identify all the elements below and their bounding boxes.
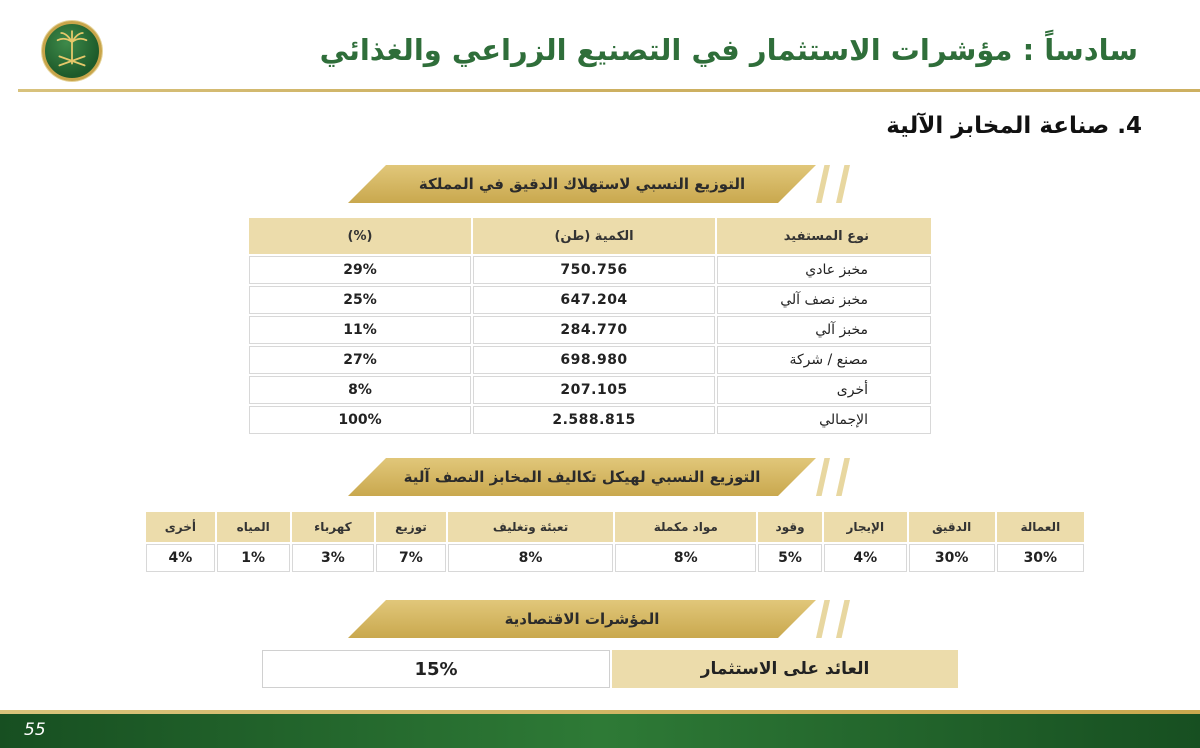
cell-type: مخبز نصف آلي xyxy=(717,286,931,314)
cost-table-banner-label: التوزيع النسبي لهيكل تكاليف المخابز النصف آلية xyxy=(403,468,761,486)
table-row xyxy=(249,256,931,284)
cost-header: توزيع xyxy=(376,512,446,542)
cell-quantity: 2.588.815 xyxy=(473,406,715,434)
cost-value: 30% xyxy=(997,544,1084,572)
cell-type: مصنع / شركة xyxy=(717,346,931,374)
cell-percent: 100% xyxy=(249,406,471,434)
cost-header: مواد مكملة xyxy=(615,512,756,542)
cell-type: الإجمالي xyxy=(717,406,931,434)
header-quantity: الكمية (طن) xyxy=(473,218,715,254)
cost-header: العمالة xyxy=(997,512,1084,542)
cell-type: مخبز عادي xyxy=(717,256,931,284)
header-divider xyxy=(18,89,1200,92)
roi-value: 15% xyxy=(262,650,610,688)
cost-value: 1% xyxy=(217,544,290,572)
cell-quantity: 750.756 xyxy=(473,256,715,284)
page-number: 55 xyxy=(24,720,46,740)
banner-stripes xyxy=(812,458,866,496)
header-type: نوع المستفيد xyxy=(717,218,931,254)
cost-value: 8% xyxy=(448,544,614,572)
slide-title: سادساً : مؤشرات الاستثمار في التصنيع الزراعي والغذائي xyxy=(319,33,1138,67)
cost-header: تعبئة وتغليف xyxy=(448,512,614,542)
table-row xyxy=(249,286,931,314)
cell-percent: 11% xyxy=(249,316,471,344)
cost-header: الإيجار xyxy=(824,512,907,542)
cell-percent: 8% xyxy=(249,376,471,404)
cell-quantity: 207.105 xyxy=(473,376,715,404)
cost-header: أخرى xyxy=(146,512,215,542)
banner-stripes xyxy=(812,600,866,638)
section-title: 4. صناعة المخابز الآلية xyxy=(886,113,1142,139)
flour-table-banner xyxy=(348,165,816,203)
cost-value: 5% xyxy=(758,544,822,572)
cell-percent: 29% xyxy=(249,256,471,284)
banner-stripes xyxy=(812,165,866,203)
cost-value: 4% xyxy=(824,544,907,572)
cost-header: كهرباء xyxy=(292,512,374,542)
table-row xyxy=(249,316,931,344)
cost-value: 4% xyxy=(146,544,215,572)
flour-table-banner-label: التوزيع النسبي لاستهلاك الدقيق في المملكة xyxy=(418,175,746,193)
cell-quantity: 647.204 xyxy=(473,286,715,314)
cost-header: وقود xyxy=(758,512,822,542)
cell-type: أخرى xyxy=(717,376,931,404)
cost-value: 30% xyxy=(909,544,995,572)
palm-emblem-icon xyxy=(42,21,102,81)
cell-percent: 27% xyxy=(249,346,471,374)
cost-value: 7% xyxy=(376,544,446,572)
cost-value: 3% xyxy=(292,544,374,572)
flour-distribution-table xyxy=(247,216,933,436)
indicators-banner xyxy=(348,600,816,638)
cost-structure-table xyxy=(144,510,1086,574)
cost-table-banner xyxy=(348,458,816,496)
table-row-total xyxy=(249,406,931,434)
table-row xyxy=(146,544,1084,572)
cell-quantity: 698.980 xyxy=(473,346,715,374)
cell-quantity: 284.770 xyxy=(473,316,715,344)
cell-type: مخبز آلي xyxy=(717,316,931,344)
roi-label: العائد على الاستثمار xyxy=(612,650,958,688)
cost-value: 8% xyxy=(615,544,756,572)
cost-header: المياه xyxy=(217,512,290,542)
cell-percent: 25% xyxy=(249,286,471,314)
indicators-banner-label: المؤشرات الاقتصادية xyxy=(504,610,660,628)
footer-bar xyxy=(0,714,1200,748)
table-row xyxy=(249,376,931,404)
cost-header: الدقيق xyxy=(909,512,995,542)
header-percent: (%) xyxy=(249,218,471,254)
table-row xyxy=(249,346,931,374)
